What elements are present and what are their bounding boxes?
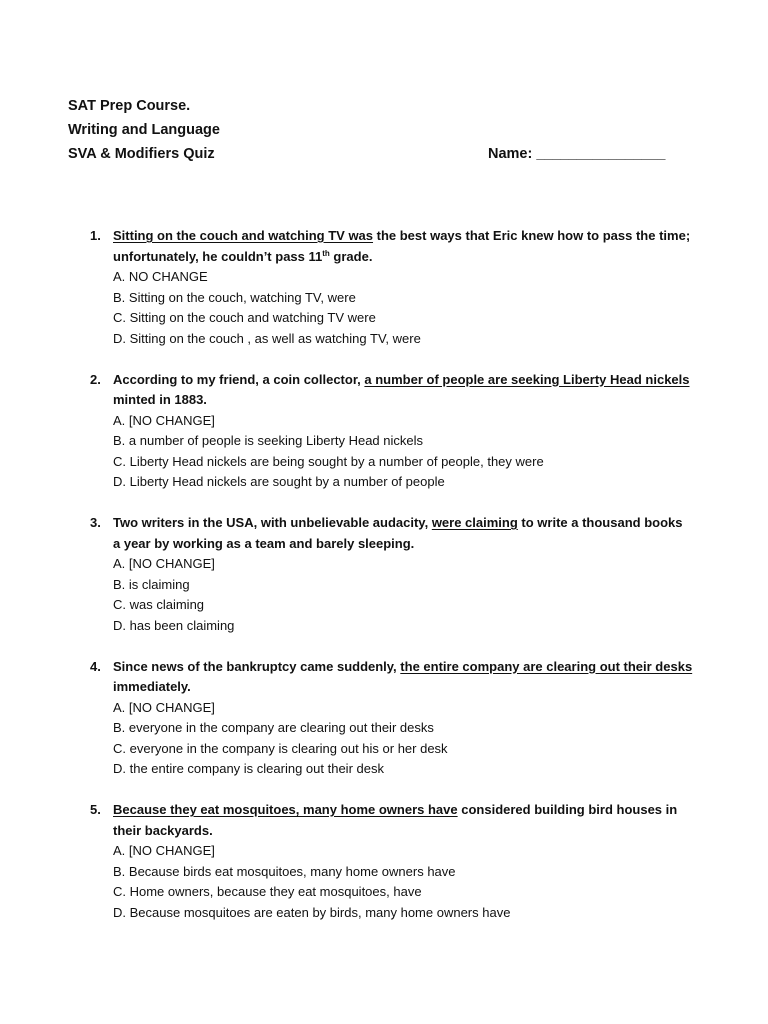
- question-number: 5.: [90, 802, 101, 817]
- question-stem: [113, 513, 710, 554]
- underlined-phrase: were claiming: [431, 515, 518, 530]
- question-3: [90, 513, 710, 636]
- question-stem: [113, 226, 710, 267]
- option-c: C. Sitting on the couch and watching TV were: [113, 310, 376, 325]
- stem-line: [113, 513, 710, 534]
- option-c: C. was claiming: [113, 597, 205, 612]
- question-number: 3.: [90, 515, 101, 530]
- stem-text: to write a thousand books: [517, 515, 683, 530]
- underlined-phrase: Sitting on the couch and watching TV was: [113, 228, 374, 243]
- stem-line: [113, 800, 710, 821]
- option-a: A. [NO CHANGE]: [113, 843, 215, 858]
- stem-line: their backyards.: [113, 822, 213, 838]
- question-number: 4.: [90, 658, 101, 674]
- option-b: B. is claiming: [113, 576, 190, 592]
- option-b: B. Because birds eat mosquitoes, many home owners have: [113, 863, 456, 879]
- question-2: [90, 370, 710, 493]
- question-4: [90, 657, 710, 780]
- underlined-phrase: a number of people are seeking Liberty Head nickels: [364, 371, 690, 387]
- question-stem: [113, 370, 710, 411]
- underlined-phrase: the entire company are clearing out their desks: [400, 658, 693, 674]
- option-d: D. Because mosquitoes are eaten by birds, many home owners have: [113, 904, 511, 920]
- option-d: D. Sitting on the couch , as well as watching TV, were: [113, 330, 421, 346]
- option-a: A. [NO CHANGE]: [113, 556, 215, 571]
- course-title: SAT Prep Course.: [68, 98, 191, 114]
- option-c: C. Home owners, because they eat mosquitoes, have: [113, 884, 422, 899]
- question-stem: [113, 800, 710, 841]
- option-c: C. everyone in the company is clearing out his or her desk: [113, 740, 448, 756]
- stem-line: minted in 1883.: [113, 392, 207, 407]
- option-d: D. Liberty Head nickels are sought by a number of people: [113, 474, 445, 489]
- question-stem: [113, 657, 710, 698]
- option-b: B. a number of people is seeking Liberty Head nickels: [113, 433, 424, 448]
- stem-line: immediately.: [113, 679, 191, 694]
- question-number: 2.: [90, 371, 101, 387]
- option-a: A. NO CHANGE: [113, 269, 208, 284]
- stem-text: Two writers in the USA, with unbelievable audacity,: [113, 515, 432, 530]
- document-header: [68, 94, 708, 166]
- question-5: [90, 800, 710, 923]
- quiz-title-row: [68, 142, 708, 166]
- option-a: A. [NO CHANGE]: [113, 699, 215, 715]
- question-list: [90, 226, 710, 944]
- stem-line: [113, 657, 710, 678]
- stem-line: [113, 370, 710, 391]
- question-1: [90, 226, 710, 349]
- superscript: th: [322, 248, 330, 258]
- stem-text: considered building bird houses in: [457, 802, 678, 817]
- stem-text: the best ways that Eric knew how to pass the time;: [373, 228, 691, 243]
- option-a: A. [NO CHANGE]: [113, 412, 215, 428]
- stem-text: unfortunately, he couldn’t pass 11: [113, 248, 323, 264]
- stem-line: [113, 226, 710, 247]
- option-c: C. Liberty Head nickels are being sought by a number of people, they were: [113, 453, 544, 469]
- option-b: B. Sitting on the couch, watching TV, were: [113, 289, 356, 305]
- question-number: 1.: [90, 228, 101, 243]
- stem-line: [113, 247, 710, 268]
- stem-line: a year by working as a team and barely sleeping.: [113, 535, 415, 551]
- underlined-phrase: Because they eat mosquitoes, many home owners have: [113, 802, 458, 817]
- section-title: Writing and Language: [68, 122, 220, 138]
- name-field: Name: ________________: [488, 146, 666, 162]
- option-d: D. has been claiming: [113, 617, 235, 633]
- stem-text: grade.: [329, 248, 373, 264]
- option-b: B. everyone in the company are clearing out their desks: [113, 720, 434, 735]
- quiz-title: SVA & Modifiers Quiz: [68, 146, 215, 162]
- option-d: D. the entire company is clearing out their desk: [113, 761, 384, 776]
- stem-text: According to my friend, a coin collector,: [113, 371, 365, 387]
- stem-text: Since news of the bankruptcy came suddenly,: [113, 658, 401, 674]
